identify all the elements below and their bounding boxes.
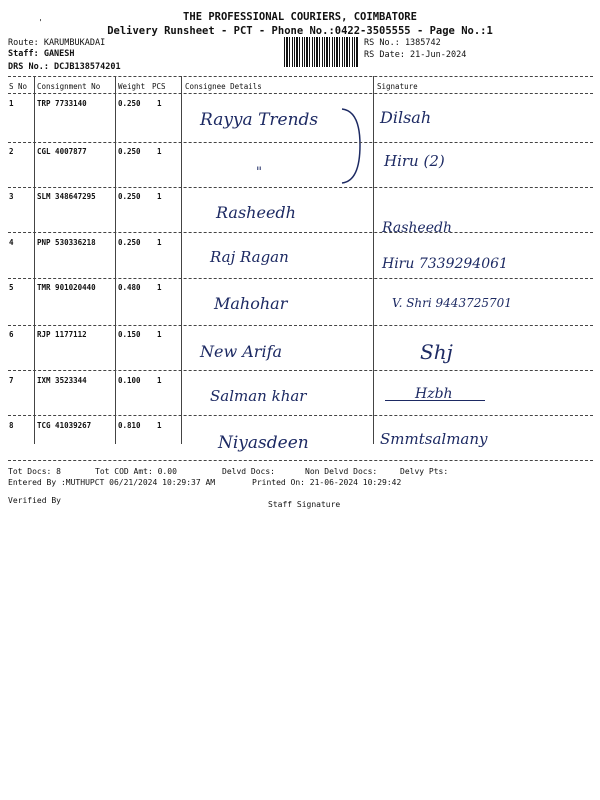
printed-on: Printed On: 21-06-2024 10:29:42 <box>252 478 402 487</box>
row-1-weight: 0.250 <box>118 99 141 108</box>
row-2-weight: 0.250 <box>118 147 141 156</box>
column-header-signature: Signature <box>377 82 418 91</box>
row-divider <box>8 232 593 233</box>
row-7-sno: 7 <box>9 376 14 385</box>
row-1-sno: 1 <box>9 99 14 108</box>
row-8-signature-handwriting: Smmtsalmany <box>380 430 488 448</box>
delivery-points: Delvy Pts: <box>400 467 449 476</box>
row-4-consignee-handwriting: Raj Ragan <box>210 248 289 266</box>
row-6-weight: 0.150 <box>118 330 141 339</box>
row-8-consignee-handwriting: Niyasdeen <box>218 433 309 453</box>
column-header-sno: S No <box>9 82 28 91</box>
row-3-signature-handwriting: Rasheedh <box>382 220 452 236</box>
delivered-docs: Delvd Docs: <box>222 467 275 476</box>
column-divider <box>34 76 35 444</box>
row-divider <box>8 187 593 188</box>
rs-date: RS Date: 21-Jun-2024 <box>364 50 467 60</box>
row-7-consignee-handwriting: Salman khar <box>210 387 307 405</box>
row-1-signature-handwriting: Dilsah <box>380 108 432 127</box>
staff-signature-label: Staff Signature <box>268 500 341 509</box>
runsheet-subtitle: Delivery Runsheet - PCT - Phone No.:0422-3505555 - Page No.:1 <box>107 25 493 37</box>
row-1-consignee-handwriting: Rayya Trends <box>200 110 319 130</box>
row-2-consignee-handwriting: " <box>256 165 262 180</box>
row-3-weight: 0.250 <box>118 192 141 201</box>
column-divider <box>373 76 374 444</box>
drs-number: DRS No.: DCJB138574201 <box>8 62 121 72</box>
row-1-consignment: TRP 7733140 <box>37 99 87 108</box>
row-3-consignee-handwriting: Rasheedh <box>216 203 296 222</box>
row-divider <box>8 278 593 279</box>
row-3-sno: 3 <box>9 192 14 201</box>
row-8-pcs: 1 <box>157 421 162 430</box>
company-title: THE PROFESSIONAL COURIERS, COIMBATORE <box>183 11 417 23</box>
bracket-mark <box>338 105 368 187</box>
row-5-pcs: 1 <box>157 283 162 292</box>
signature-strike-line <box>385 400 485 401</box>
verified-by-label: Verified By <box>8 496 61 505</box>
row-7-weight: 0.100 <box>118 376 141 385</box>
route-label: Route: KARUMBUKADAI <box>8 38 106 48</box>
table-header-rule <box>8 93 593 94</box>
row-divider <box>8 325 593 326</box>
stray-mark: ' <box>38 18 43 27</box>
row-7-consignment: IXM 3523344 <box>37 376 87 385</box>
row-4-signature-handwriting: Hiru 7339294061 <box>382 256 508 272</box>
row-6-pcs: 1 <box>157 330 162 339</box>
row-6-sno: 6 <box>9 330 14 339</box>
row-6-consignment: RJP 1177112 <box>37 330 87 339</box>
non-delivered-docs: Non Delvd Docs: <box>305 467 378 476</box>
row-4-sno: 4 <box>9 238 14 247</box>
row-6-signature-handwriting: Shj <box>420 340 453 364</box>
row-divider <box>8 415 593 416</box>
column-header-consignee: Consignee Details <box>185 82 262 91</box>
row-divider <box>8 370 593 371</box>
row-5-consignment: TMR 901020440 <box>37 283 96 292</box>
entered-by: Entered By :MUTHUPCT 06/21/2024 10:29:37 AM <box>8 478 216 487</box>
row-1-pcs: 1 <box>157 99 162 108</box>
total-cod-amount: Tot COD Amt: 0.00 <box>95 467 177 476</box>
row-2-consignment: CGL 4007877 <box>37 147 87 156</box>
row-3-pcs: 1 <box>157 192 162 201</box>
row-5-signature-handwriting: V. Shri 9443725701 <box>392 296 512 310</box>
row-2-signature-handwriting: Hiru (2) <box>384 152 445 170</box>
row-5-weight: 0.480 <box>118 283 141 292</box>
row-2-pcs: 1 <box>157 147 162 156</box>
barcode-image <box>284 37 358 67</box>
row-6-consignee-handwriting: New Arifa <box>200 342 283 361</box>
row-4-pcs: 1 <box>157 238 162 247</box>
row-2-sno: 2 <box>9 147 14 156</box>
row-4-consignment: PNP 530336218 <box>37 238 96 247</box>
column-header-weight: Weight <box>118 82 146 91</box>
row-divider <box>8 142 593 143</box>
column-divider <box>115 76 116 444</box>
row-7-signature-handwriting: Hzbh <box>415 386 453 402</box>
column-header-consignment: Consignment No <box>37 82 101 91</box>
row-5-consignee-handwriting: Mahohar <box>214 294 288 313</box>
table-bottom-rule <box>8 460 593 461</box>
row-4-weight: 0.250 <box>118 238 141 247</box>
row-8-sno: 8 <box>9 421 14 430</box>
row-5-sno: 5 <box>9 283 14 292</box>
column-divider <box>181 76 182 444</box>
staff-label: Staff: GANESH <box>8 49 75 59</box>
table-top-rule <box>8 76 593 77</box>
column-header-pcs: PCS <box>152 82 166 91</box>
row-7-pcs: 1 <box>157 376 162 385</box>
rs-number: RS No.: 1385742 <box>364 38 441 48</box>
total-docs: Tot Docs: 8 <box>8 467 61 476</box>
row-3-consignment: SLM 348647295 <box>37 192 96 201</box>
row-8-consignment: TCG 41039267 <box>37 421 92 430</box>
row-8-weight: 0.810 <box>118 421 141 430</box>
